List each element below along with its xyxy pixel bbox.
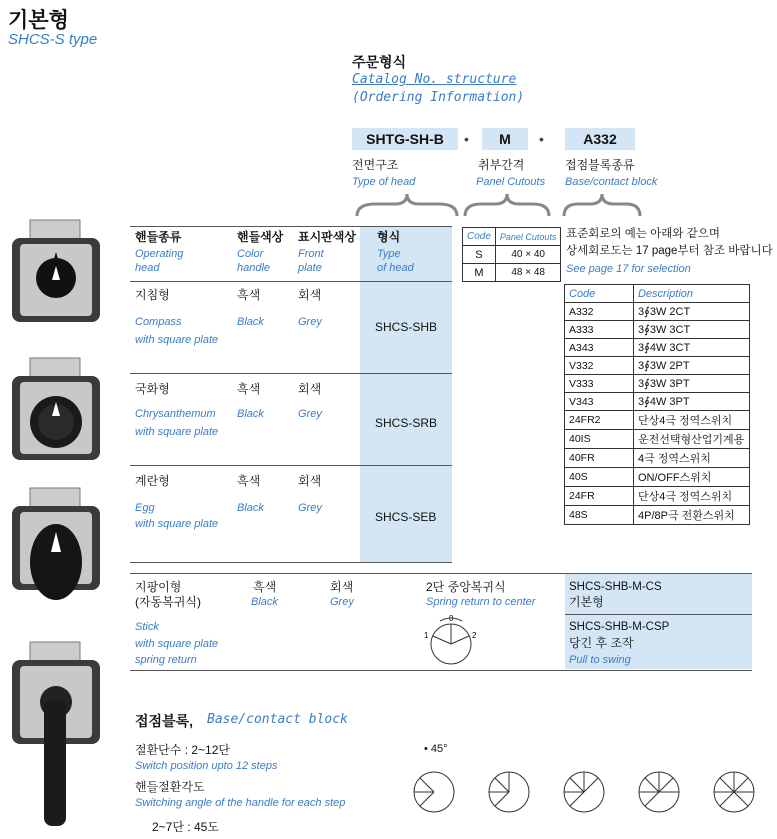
- row2-color-ko: 흑색: [237, 382, 261, 396]
- row1-rule: [130, 373, 452, 374]
- circuit-header-desc: Description: [634, 285, 750, 303]
- circuit-code: 40IS: [565, 430, 634, 449]
- dial-label: 0: [449, 614, 454, 623]
- dial-spoke: [720, 792, 734, 806]
- dial-spoke: [720, 778, 734, 792]
- brace-gap: [463, 192, 553, 218]
- spring-name-ko2: (자동복귀식): [135, 595, 201, 609]
- circuit-row: [565, 487, 750, 506]
- circuit-desc: 운전선택형산업기계용: [634, 430, 750, 449]
- circuit-code: 40FR: [565, 449, 634, 468]
- circuit-desc: 3∮3W 2CT: [634, 303, 750, 321]
- circuit-code: V333: [565, 375, 634, 393]
- hdr-color-ko: 핸들색상: [237, 230, 284, 244]
- circuit-code: A333: [565, 321, 634, 339]
- row3-plate-ko: 회색: [298, 474, 322, 488]
- circuit-desc: 단상4극 정역스위치: [634, 487, 750, 506]
- chrysanthemum-switch-photo: [6, 356, 106, 466]
- circuit-row: [565, 506, 750, 525]
- ordering-title: 주문형식: [352, 54, 407, 70]
- circuit-row: [565, 321, 750, 339]
- std-note-2: 상세회로도는 17 page부터 참조 바랍니다: [566, 245, 773, 257]
- circuit-code: A343: [565, 339, 634, 357]
- spring-plate-ko: 회색: [330, 580, 354, 594]
- row1-color-ko: 흑색: [237, 288, 261, 302]
- page-subtitle: SHCS-S type: [8, 31, 98, 48]
- row1-color-en: Black: [237, 316, 264, 328]
- label-head-ko: 전면구조: [352, 158, 399, 172]
- circuit-code: A332: [565, 303, 634, 321]
- row1-plate-ko: 회색: [298, 288, 322, 302]
- dial-spoke: [584, 778, 598, 792]
- hdr-type-en1: Type: [377, 248, 401, 260]
- cutouts-code: S: [463, 246, 496, 264]
- hdr-type-en2: of head: [377, 262, 414, 274]
- dial-spoke: [645, 778, 659, 792]
- circuit-row: [565, 303, 750, 321]
- spring-r2-ko: 당긴 후 조작: [569, 636, 634, 650]
- dial-spoke: [645, 792, 659, 806]
- code-dot-1: •: [464, 131, 469, 147]
- spring-name-ko1: 지팡이형: [135, 580, 182, 594]
- std-note-1: 표준회로의 예는 아래와 같으며: [566, 228, 721, 240]
- spring-color-en: Black: [251, 596, 278, 608]
- dial-spoke: [734, 778, 748, 792]
- dial-spoke: [420, 792, 434, 806]
- row2-name-en2: with square plate: [135, 426, 219, 438]
- cutouts-header-size: Panel Cutouts: [495, 228, 561, 246]
- circuit-row: [565, 375, 750, 393]
- row3-name-ko: 계란형: [135, 474, 170, 488]
- spring-bottom-rule: [130, 670, 752, 671]
- spring-color-ko: 흑색: [253, 580, 277, 594]
- dial-spoke: [495, 792, 509, 806]
- table-header-rule: [130, 281, 452, 282]
- egg-switch-photo: [6, 486, 106, 602]
- dial-label: 1: [424, 631, 429, 640]
- circuit-row: [565, 357, 750, 375]
- cutouts-size: 40 × 40: [495, 246, 561, 264]
- contact-steps-ko: 절환단수 : 2~12단: [135, 743, 230, 757]
- label-gap-ko: 취부간격: [478, 158, 525, 172]
- dial-spoke: [734, 792, 748, 806]
- contact-steps-en: Switch position upto 12 steps: [135, 760, 278, 772]
- code-head-box: SHTG-SH-B: [352, 128, 458, 150]
- spring-name-en1: Stick: [135, 621, 159, 633]
- spring-plate-en: Grey: [330, 596, 354, 608]
- brace-head: [355, 192, 460, 218]
- hdr-operating-ko: 핸들종류: [135, 230, 182, 244]
- row1-name-en2: with square plate: [135, 334, 219, 346]
- circuit-code: V332: [565, 357, 634, 375]
- hdr-operating-en1: Operating: [135, 248, 184, 260]
- table-bottom-rule: [130, 562, 452, 563]
- ordering-subtitle-2: (Ordering Information): [352, 90, 525, 105]
- dial-spoke: [570, 792, 584, 806]
- cutouts-code: M: [463, 264, 496, 282]
- label-gap-en: Panel Cutouts: [476, 176, 546, 188]
- contact-title-ko: 접점블록,: [135, 713, 193, 729]
- row1-type: SHCS-SHB: [375, 320, 438, 334]
- circuit-table: [564, 284, 750, 525]
- circuit-desc: 3∮3W 3CT: [634, 321, 750, 339]
- circuit-desc: 3∮3W 2PT: [634, 357, 750, 375]
- dial-label: 2: [472, 631, 477, 640]
- ordering-subtitle-1: Catalog No. structure: [352, 72, 517, 87]
- circuit-row: [565, 430, 750, 449]
- row3-type: SHCS-SEB: [375, 510, 437, 524]
- spring-name-en3: spring return: [135, 654, 197, 666]
- row3-name-en2: with square plate: [135, 518, 219, 530]
- hdr-plate-en1: Front: [298, 248, 324, 260]
- row1-plate-en: Grey: [298, 316, 322, 328]
- circuit-header-row: [565, 285, 750, 303]
- circuit-row: [565, 339, 750, 357]
- row2-plate-en: Grey: [298, 408, 322, 420]
- code-dot-2: •: [539, 131, 544, 147]
- circuit-code: 48S: [565, 506, 634, 525]
- row2-name-en1: Chrysanthemum: [135, 408, 216, 420]
- row1-name-ko: 지침형: [135, 288, 170, 302]
- contact-angle-val: 2~7단 : 45도: [152, 820, 219, 834]
- spring-mode-ko: 2단 중앙복귀식: [426, 580, 506, 594]
- row3-plate-en: Grey: [298, 502, 322, 514]
- cutouts-row: [463, 246, 561, 264]
- label-head-en: Type of head: [352, 176, 416, 188]
- page-title: 기본형: [8, 9, 69, 32]
- std-note-en: See page 17 for selection: [566, 263, 691, 275]
- brace-block: [562, 192, 642, 218]
- cutouts-table: [462, 227, 561, 282]
- position-dials: [410, 752, 770, 822]
- row2-color-en: Black: [237, 408, 264, 420]
- row2-plate-ko: 회색: [298, 382, 322, 396]
- cutouts-row: [463, 264, 561, 282]
- table-top-rule: [130, 226, 452, 227]
- circuit-code: 24FR2: [565, 411, 634, 430]
- hdr-plate-en2: plate: [298, 262, 322, 274]
- dial-spoke: [420, 778, 434, 792]
- contact-angle-en: Switching angle of the handle for each step: [135, 797, 346, 809]
- stick-switch-photo: [6, 640, 106, 836]
- dial-spoke: [659, 778, 673, 792]
- code-gap-box: M: [482, 128, 528, 150]
- circuit-row: [565, 468, 750, 487]
- row3-color-en: Black: [237, 502, 264, 514]
- spring-r1-code: SHCS-SHB-M-CS: [569, 581, 662, 593]
- row3-name-en1: Egg: [135, 502, 155, 514]
- compass-switch-photo: [6, 218, 106, 328]
- cutouts-header-row: [463, 228, 561, 246]
- row2-type: SHCS-SRB: [375, 416, 438, 430]
- circuit-row: [565, 449, 750, 468]
- cutouts-header-code: Code: [463, 228, 496, 246]
- dial-spoke: [495, 778, 509, 792]
- circuit-desc: 3∮4W 3CT: [634, 339, 750, 357]
- circuit-desc: 4극 정역스위치: [634, 449, 750, 468]
- cutouts-size: 48 × 48: [495, 264, 561, 282]
- hdr-operating-en2: head: [135, 262, 160, 274]
- spring-r1-ko: 기본형: [569, 595, 604, 609]
- label-block-en: Base/contact block: [565, 176, 658, 188]
- hdr-plate-ko: 표시판색상: [298, 230, 356, 244]
- contact-angle-mark: • 45°: [424, 743, 448, 755]
- circuit-code: V343: [565, 393, 634, 411]
- contact-angle-ko: 핸들절환각도: [135, 780, 205, 794]
- circuit-desc: 3∮4W 3PT: [634, 393, 750, 411]
- row1-name-en1: Compass: [135, 316, 182, 328]
- circuit-row: [565, 393, 750, 411]
- circuit-code: 24FR: [565, 487, 634, 506]
- spring-r2-code: SHCS-SHB-M-CSP: [569, 621, 670, 633]
- spring-mode-en: Spring return to center: [426, 596, 536, 608]
- row3-color-ko: 흑색: [237, 474, 261, 488]
- spring-mid-rule: [565, 614, 752, 615]
- row2-name-ko: 국화형: [135, 382, 170, 396]
- circuit-code: 40S: [565, 468, 634, 487]
- hdr-color-en1: Color: [237, 248, 264, 260]
- spring-name-en2: with square plate: [135, 638, 219, 650]
- hdr-color-en2: handle: [237, 262, 271, 274]
- dial-spoke: [570, 778, 584, 792]
- circuit-desc: 단상4극 정역스위치: [634, 411, 750, 430]
- circuit-row: [565, 411, 750, 430]
- spring-return-dial: [418, 612, 488, 670]
- contact-title-en: Base/contact block: [207, 712, 348, 727]
- row2-rule: [130, 465, 452, 466]
- circuit-header-code: Code: [565, 285, 634, 303]
- label-block-ko: 접점블록종류: [565, 158, 635, 172]
- circuit-desc: 4P/8P극 전환스위치: [634, 506, 750, 525]
- circuit-desc: 3∮3W 3PT: [634, 375, 750, 393]
- hdr-type-ko: 형식: [377, 230, 401, 244]
- circuit-desc: ON/OFF스위치: [634, 468, 750, 487]
- spring-r2-en: Pull to swing: [569, 654, 631, 666]
- code-block-box: A332: [565, 128, 635, 150]
